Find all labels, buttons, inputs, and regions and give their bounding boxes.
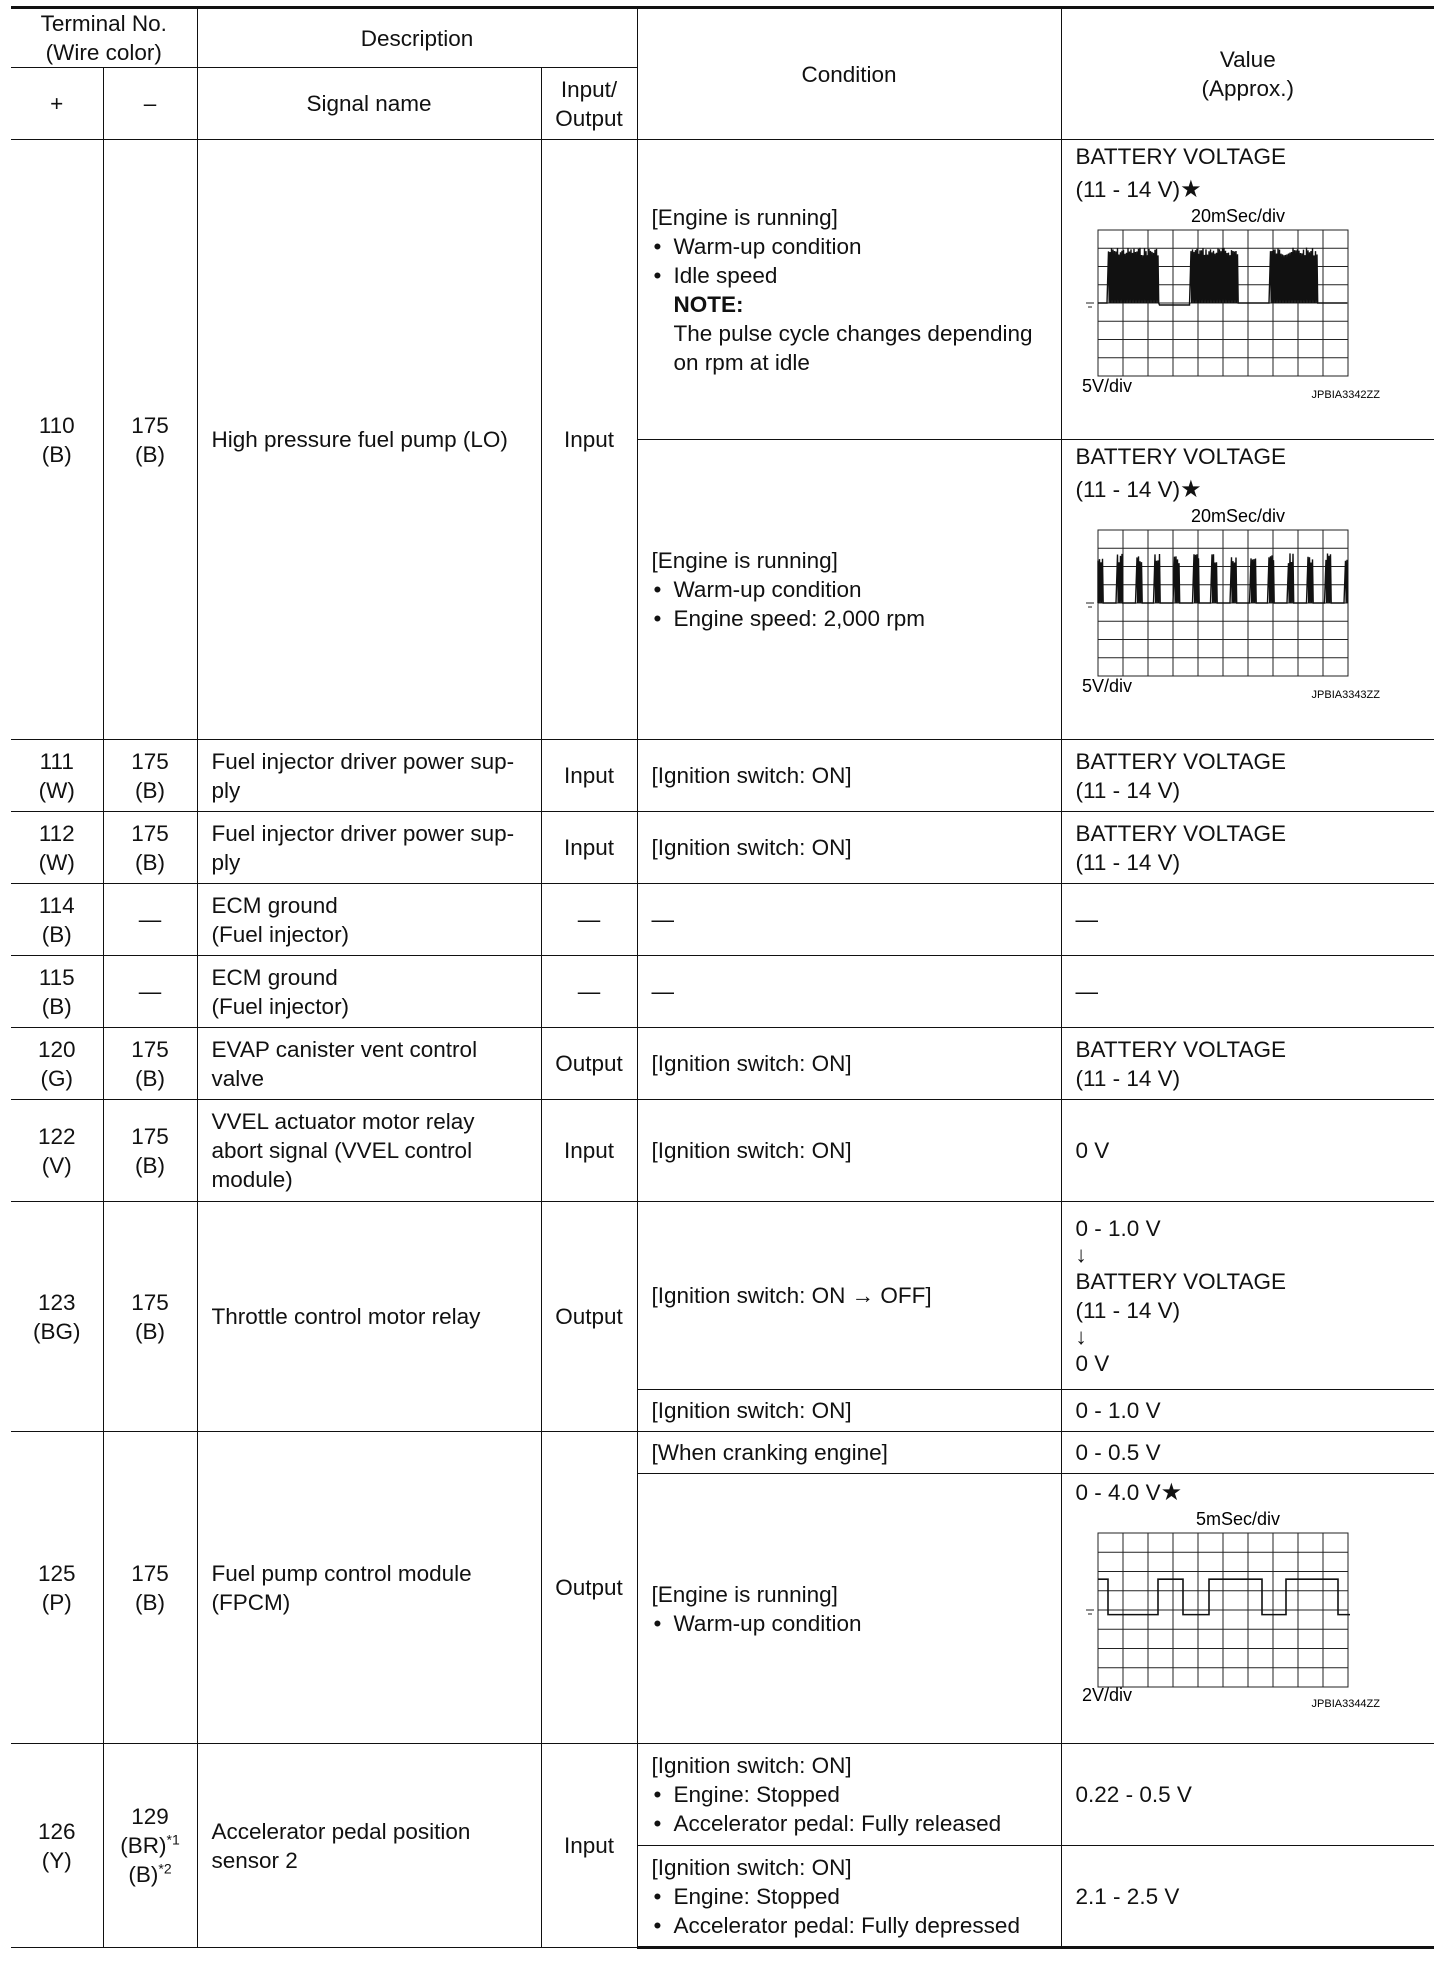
signal-line: valve <box>211 1065 265 1091</box>
ground-marker <box>1086 603 1094 607</box>
input-label: Input/ <box>560 76 618 102</box>
condition-list <box>652 1780 1055 1838</box>
value-cell <box>1061 1202 1434 1390</box>
wire-color: (B) <box>135 1065 165 1091</box>
value-text: BATTERY VOLTAGE <box>1075 444 1287 469</box>
time-div-label: 20mSec/div <box>1190 506 1285 526</box>
terminal-minus <box>103 1432 197 1744</box>
signal-line: (Fuel injector) <box>211 993 350 1019</box>
table-row-112 <box>11 812 1434 884</box>
terminal-number: 175 <box>131 748 169 774</box>
signal-name <box>197 884 541 956</box>
io-header <box>541 68 637 140</box>
volt-div-label: 2V/div <box>1081 1685 1132 1705</box>
wire-color: (V) <box>41 1152 72 1178</box>
terminal-minus <box>103 740 197 812</box>
terminal-number: 175 <box>131 1560 169 1586</box>
condition-list <box>652 1882 1055 1940</box>
io-type: Input <box>541 740 637 812</box>
terminal-number: 114 <box>38 892 75 918</box>
ground-marker <box>1086 1610 1094 1614</box>
condition-cell: [Ignition switch: ON] <box>637 812 1061 884</box>
table-row-120 <box>11 1028 1434 1100</box>
signal-line: (FPCM) <box>211 1589 291 1615</box>
condition-item: • Idle speed <box>652 261 1055 290</box>
terminal-number: 175 <box>131 820 169 846</box>
signal-name-header: Signal name <box>197 68 541 140</box>
condition-cell: — <box>637 956 1061 1028</box>
signal-name <box>197 740 541 812</box>
value-text: BATTERY VOLTAGE <box>1075 1036 1287 1062</box>
value-cell: 2.1 - 2.5 V <box>1061 1846 1434 1948</box>
signal-line: Fuel injector driver power sup- <box>211 820 515 846</box>
star-icon: ★ <box>1180 176 1202 203</box>
value-text: (11 - 14 V) <box>1075 849 1181 875</box>
figure-code: JPBIA3344ZZ <box>1311 1698 1380 1710</box>
value-cell: 0 - 0.5 V <box>1061 1432 1434 1474</box>
oscilloscope-waveform <box>1078 206 1398 406</box>
condition-cell <box>637 440 1061 740</box>
wire-color: (B) <box>135 441 165 467</box>
table-row-114 <box>11 884 1434 956</box>
terminal-number: 175 <box>131 1123 169 1149</box>
value-cell <box>1061 1474 1434 1744</box>
terminal-plus <box>11 1202 103 1432</box>
signal-line: Fuel injector driver power sup- <box>211 748 515 774</box>
star-icon: ★ <box>1180 476 1202 503</box>
terminal-minus <box>103 812 197 884</box>
footnote-mark: *1 <box>166 1831 180 1848</box>
value-cell: — <box>1061 956 1434 1028</box>
condition-title: [Engine is running] <box>651 204 838 230</box>
terminal-number: 126 <box>37 1818 76 1844</box>
condition-item: • Accelerator pedal: Fully released <box>652 1809 1055 1838</box>
figure-code: JPBIA3342ZZ <box>1311 389 1380 401</box>
oscilloscope-waveform <box>1078 506 1398 706</box>
condition-cell: [Ignition switch: ON] <box>637 1390 1061 1432</box>
wire-color: (B) <box>128 1862 159 1887</box>
signal-line: ply <box>211 777 241 803</box>
signal-line: ECM ground <box>211 892 338 918</box>
value-header <box>1061 8 1434 140</box>
signal-line: module) <box>211 1167 293 1192</box>
value-cell: 0.22 - 0.5 V <box>1061 1744 1434 1846</box>
terminal-minus <box>103 1202 197 1432</box>
wire-color-label: (Wire color) <box>45 40 162 65</box>
value-text: 0 V <box>1075 1350 1110 1376</box>
terminal-number: 111 <box>39 748 74 774</box>
value-cell <box>1061 140 1434 440</box>
condition-item: • Engine: Stopped <box>652 1882 1055 1911</box>
plus-header: + <box>11 68 103 140</box>
io-type: Output <box>541 1202 637 1432</box>
signal-line: abort signal (VVEL control <box>211 1138 473 1163</box>
condition-cell: [Ignition switch: ON] <box>637 1028 1061 1100</box>
terminal-number: 112 <box>38 820 75 846</box>
table-row-126a <box>11 1744 1434 1846</box>
signal-name <box>197 1432 541 1744</box>
terminal-number: 175 <box>131 1036 169 1062</box>
terminal-number: 115 <box>38 964 75 990</box>
arrow-down-icon: ↓ <box>1075 1241 1087 1267</box>
terminal-minus <box>103 1028 197 1100</box>
signal-line: EVAP canister vent control <box>211 1036 478 1062</box>
description-header: Description <box>197 8 637 68</box>
value-cell <box>1061 1028 1434 1100</box>
io-type: Output <box>541 1028 637 1100</box>
value-text: (11 - 14 V) <box>1075 1297 1181 1323</box>
terminal-plus <box>11 1744 103 1948</box>
star-icon: ★ <box>1160 1479 1183 1506</box>
terminal-plus <box>11 1028 103 1100</box>
value-text: BATTERY VOLTAGE <box>1075 820 1287 846</box>
condition-cell: — <box>637 884 1061 956</box>
condition-header: Condition <box>637 8 1061 140</box>
condition-item: • Engine speed: 2,000 rpm <box>652 604 1055 633</box>
value-cell <box>1061 740 1434 812</box>
wire-color: (B) <box>135 1589 165 1615</box>
terminal-minus <box>103 1744 197 1948</box>
terminal-number: 110 <box>38 412 75 438</box>
terminal-number: 129 <box>131 1804 169 1829</box>
terminal-number: 120 <box>37 1036 76 1062</box>
signal-name <box>197 956 541 1028</box>
value-label: Value <box>1219 47 1276 72</box>
oscilloscope-waveform <box>1078 1509 1398 1715</box>
value-cell: 0 V <box>1061 1100 1434 1202</box>
volt-div-label: 5V/div <box>1081 376 1132 396</box>
signal-line: ply <box>211 849 241 875</box>
terminal-number: 175 <box>131 412 169 438</box>
terminal-number: 125 <box>37 1560 76 1586</box>
condition-cell <box>637 1474 1061 1744</box>
condition-cell: [Ignition switch: ON → OFF] <box>637 1202 1061 1390</box>
approx-label: (Approx.) <box>1201 76 1295 101</box>
io-type: Input <box>541 1100 637 1202</box>
condition-list <box>652 575 1055 633</box>
ground-marker <box>1086 303 1094 307</box>
condition-cell <box>637 1846 1061 1948</box>
terminal-number: 123 <box>37 1289 76 1315</box>
wire-color: (B) <box>135 1152 165 1178</box>
signal-line: ECM ground <box>211 964 338 990</box>
terminal-number: 122 <box>37 1123 76 1149</box>
condition-cell: [When cranking engine] <box>637 1432 1061 1474</box>
wire-color: (B) <box>135 1318 165 1344</box>
signal-line: Fuel pump control module <box>211 1560 472 1586</box>
terminal-minus <box>103 140 197 740</box>
table-row-122 <box>11 1100 1434 1202</box>
condition-title: [Ignition switch: ON] <box>651 1753 852 1778</box>
value-cell: — <box>1061 884 1434 956</box>
value-cell <box>1061 440 1434 740</box>
condition-cell <box>637 140 1061 440</box>
io-type: Input <box>541 1744 637 1948</box>
io-type: Output <box>541 1432 637 1744</box>
signal-name <box>197 1028 541 1100</box>
condition-cell: [Ignition switch: ON] <box>637 1100 1061 1202</box>
condition-cell <box>637 1744 1061 1846</box>
condition-item: • Warm-up condition <box>652 575 1055 604</box>
signal-line: (Fuel injector) <box>211 921 350 947</box>
header-row-1 <box>11 8 1434 68</box>
condition-cell: [Ignition switch: ON] <box>637 740 1061 812</box>
signal-name: Throttle control motor relay <box>197 1202 541 1432</box>
condition-title: [Ignition switch: ON] <box>651 1854 852 1880</box>
time-div-label: 20mSec/div <box>1190 206 1285 226</box>
value-text: BATTERY VOLTAGE <box>1075 1268 1287 1294</box>
terminal-minus: — <box>103 884 197 956</box>
wire-color: (B) <box>135 777 165 803</box>
value-text: BATTERY VOLTAGE <box>1075 144 1287 169</box>
wire-color: (P) <box>41 1589 72 1615</box>
wire-color: (B) <box>41 921 72 947</box>
arrow-down-icon: ↓ <box>1075 1323 1087 1349</box>
condition-list <box>652 1609 1055 1638</box>
condition-title: [Engine is running] <box>651 548 838 573</box>
io-type: Input <box>541 140 637 740</box>
terminal-plus <box>11 812 103 884</box>
terminal-plus <box>11 140 103 740</box>
table-row-110a <box>11 140 1434 440</box>
table-row-111 <box>11 740 1434 812</box>
table-row-115 <box>11 956 1434 1028</box>
value-text: (11 - 14 V) <box>1075 1065 1181 1091</box>
wire-color: (W) <box>38 777 75 803</box>
io-type: Input <box>541 812 637 884</box>
wire-color: (BR) <box>120 1833 167 1858</box>
table-row-123a <box>11 1202 1434 1390</box>
value-text: 0 - 1.0 V <box>1075 1215 1161 1241</box>
condition-item: • Accelerator pedal: Fully depressed <box>652 1911 1055 1940</box>
volt-div-label: 5V/div <box>1081 676 1132 696</box>
value-cell: 0 - 1.0 V <box>1061 1390 1434 1432</box>
terminal-plus <box>11 1100 103 1202</box>
wire-color: (B) <box>41 993 72 1019</box>
terminal-no-label: Terminal No. <box>40 11 167 36</box>
signal-name <box>197 1100 541 1202</box>
value-text: 0 - 4.0 V <box>1075 1480 1161 1505</box>
terminal-plus <box>11 956 103 1028</box>
signal-name: High pressure fuel pump (LO) <box>197 140 541 740</box>
wire-color: (Y) <box>41 1847 72 1873</box>
signal-line: Accelerator pedal position <box>211 1818 471 1844</box>
wire-color: (G) <box>40 1065 73 1091</box>
output-label: Output <box>555 105 623 131</box>
wire-color: (B) <box>135 849 165 875</box>
value-text: (11 - 14 V) <box>1075 177 1181 202</box>
terminal-minus <box>103 1100 197 1202</box>
note-label: NOTE: <box>673 291 744 317</box>
condition-item: • Warm-up condition <box>652 1609 1055 1638</box>
signal-name <box>197 812 541 884</box>
terminal-number: 175 <box>131 1289 169 1315</box>
condition-item: • Warm-up condition <box>652 232 1055 261</box>
terminal-no-header <box>11 8 197 68</box>
note-text: The pulse cycle changes depending <box>673 320 1033 346</box>
ecm-terminal-table <box>11 6 1434 1949</box>
time-div-label: 5mSec/div <box>1195 1509 1280 1529</box>
footnote-mark: *2 <box>158 1860 172 1877</box>
condition-title: [Engine is running] <box>651 1581 838 1607</box>
value-text: (11 - 14 V) <box>1075 477 1181 502</box>
io-type: — <box>541 956 637 1028</box>
terminal-minus: — <box>103 956 197 1028</box>
condition-list <box>652 232 1055 290</box>
wire-color: (BG) <box>33 1318 81 1344</box>
signal-line: VVEL actuator motor relay <box>211 1109 475 1134</box>
wire-color: (W) <box>38 849 75 875</box>
terminal-plus <box>11 740 103 812</box>
value-text: (11 - 14 V) <box>1075 777 1181 803</box>
table-row-125a <box>11 1432 1434 1474</box>
minus-header: – <box>103 68 197 140</box>
condition-item: • Engine: Stopped <box>652 1780 1055 1809</box>
note-text: on rpm at idle <box>673 349 810 375</box>
figure-code: JPBIA3343ZZ <box>1311 689 1380 701</box>
io-type: — <box>541 884 637 956</box>
signal-line: sensor 2 <box>211 1847 298 1873</box>
value-text: BATTERY VOLTAGE <box>1075 748 1287 774</box>
wire-color: (B) <box>41 441 72 467</box>
terminal-plus <box>11 1432 103 1744</box>
value-cell <box>1061 812 1434 884</box>
terminal-plus <box>11 884 103 956</box>
signal-name <box>197 1744 541 1948</box>
